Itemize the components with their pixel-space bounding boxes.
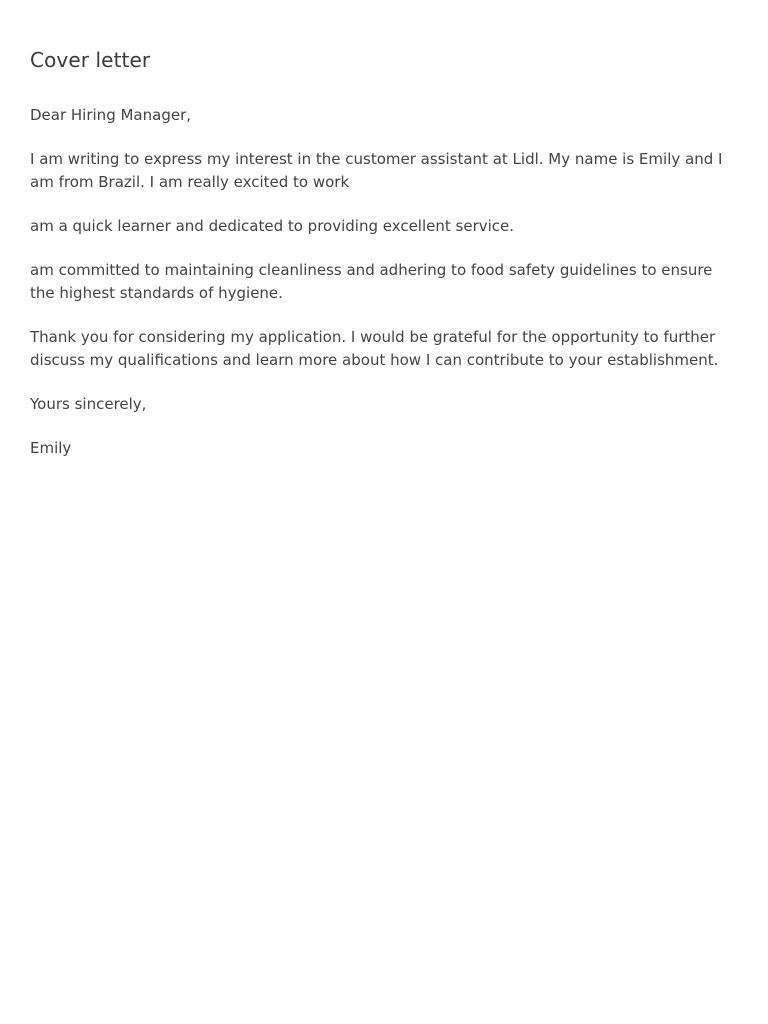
body-paragraph-3: am committed to maintaining cleanliness and adhering to food safety guidelines to ensure the highest standards of hygiene.	[30, 261, 713, 302]
body-paragraph-2: am a quick learner and dedicated to providing excellent service.	[30, 217, 515, 235]
cover-letter	[30, 40, 730, 481]
signature: Emily	[30, 439, 72, 457]
page-title: Cover letter	[30, 48, 151, 72]
body-paragraph-1: I am writing to express my interest in the customer assistant at Lidl. My name is Emily and I am from Brazil. I am really excited to work	[30, 150, 723, 191]
body-paragraph-4: Thank you for considering my application. I would be grateful for the opportunity to further discuss my qualifications and learn more about how I can contribute to your establishment.	[30, 328, 719, 369]
salutation: Dear Hiring Manager,	[30, 106, 192, 124]
closing: Yours sincerely,	[30, 395, 147, 413]
